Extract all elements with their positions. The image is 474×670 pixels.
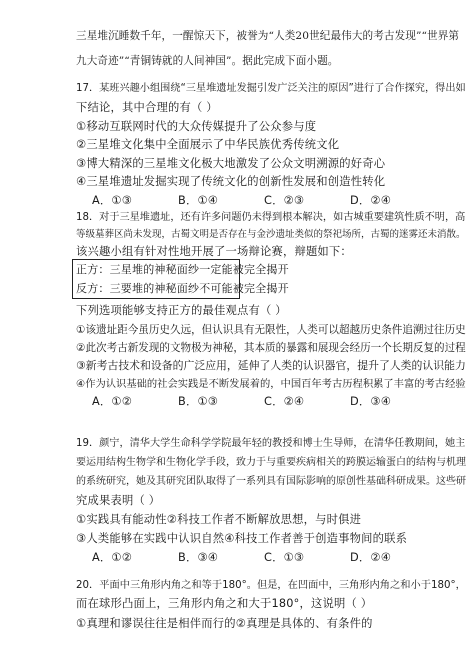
q19-stem-line-4: 究成果表明（ ） [76, 494, 161, 507]
q18-statement-1: ①该遗址距今虽历史久远，但认识具有无限性，人类可以超越历史条件追溯过往历史 [76, 324, 466, 336]
q18-option-d[interactable]: D．③④ [350, 395, 392, 408]
q19-stem-line-3: 的系统研究，她及其研究团队取得了一系列具有国际影响的原创性基础科研成果。这些研 [76, 476, 466, 487]
q17-option-c[interactable]: C．②③ [264, 194, 305, 207]
q19-option-b[interactable]: B．③④ [178, 551, 219, 564]
debate-topic-box [72, 259, 289, 299]
q18-statement-4: ④作为认识基础的社会实践是不断发展着的，中国百年考古历程积累了丰富的考古经验 [76, 378, 466, 390]
q18-stem-line-2: 等级墓葬区尚未发现，古蜀文明是否存在与金沙遗址类似的祭祀场所，古蜀的迷雾还未消散。 [76, 229, 466, 240]
q17-statement-2: ②三星堆文化集中全面展示了中华民族优秀传统文化 [76, 138, 340, 151]
q18-option-a[interactable]: A．①② [92, 395, 133, 408]
q19-stem-line-1: 19．颜宁，清华大学生命科学学院最年轻的教授和博士生导师，在清华任教期间，她主 [76, 438, 466, 449]
q18-stem-line-3: 该兴趣小组有针对性地开展了一场辩论赛，辩题如下： [76, 245, 352, 258]
q19-option-d[interactable]: D．②④ [350, 551, 392, 564]
q18-statement-2: ②此次考古新发现的文物极为神秘，其本质的暴露和展现会经历一个长期反复的过程 [76, 342, 466, 354]
debate-con-side: 反方：三要堆的神秘面纱不可能被完全揭开 [76, 282, 289, 295]
intro-line-1: 三星堆沉睡数千年，一醒惊天下，被誉为“人类20世纪最伟大的考古发现”“世界第 [76, 30, 460, 42]
q18-statement-3: ③新考古技术和设备的广泛应用，延伸了人类的认识器官，提升了人类的认识能力 [76, 359, 466, 372]
intro-line-2: 九大奇迹”“青铜铸就的人间神国”。据此完成下面小题。 [76, 55, 339, 67]
q17-stem-line-1: 17．某班兴趣小组围绕“三星堆遗址发掘引发广泛关注的原因”进行了合作探究，得出如 [76, 83, 466, 94]
q19-option-a[interactable]: A．①② [92, 551, 133, 564]
q19-stem-line-2: 要运用结构生物学和生物化学手段，致力于与重要疾病相关的跨膜运输蛋白的结构与机理 [76, 457, 466, 468]
q17-statement-1: ①移动互联网时代的大众传媒提升了公众参与度 [76, 120, 317, 133]
q17-statement-3: ③博大精深的三星堆文化极大地激发了公众文明溯源的好奇心 [76, 157, 386, 170]
q19-statements-line-2: ③人类能够在实践中认识自然④科技工作者善于创造事物间的联系 [76, 532, 408, 545]
debate-pro-side: 正方：三星堆的神秘面纱一定能被完全揭开 [76, 263, 289, 276]
q18-option-c[interactable]: C．②④ [264, 395, 305, 408]
q18-stem-line-1: 18．对于三星堆遗址，还有许多问题仍未得到根本解决，如古城重要建筑性质不明，高 [76, 212, 466, 223]
q17-option-d[interactable]: D．②④ [350, 194, 392, 207]
q20-statements-line-1: ①真理和谬误往往是相伴而行的②真理是具体的、有条件的 [76, 617, 373, 630]
q19-statements-line-1: ①实践具有能动性②科技工作者不断解放思想，与时俱进 [76, 513, 362, 526]
q20-stem-line-1: 20．平面中三角形内角之和等于180°。但是，在凹面中，三角形内角之和小于180°， [76, 579, 466, 591]
q17-statement-4: ④三星堆遗址发掘实现了传统文化的创新性发展和创造性转化 [76, 175, 386, 188]
q18-prompt: 下列选项能够支持正方的最佳观点有（ ） [76, 304, 287, 317]
q17-option-b[interactable]: B．①④ [178, 194, 219, 207]
q20-stem-line-2: 而在球形凸面上，三角形内角之和大于180°，这说明（ ） [76, 597, 373, 610]
q17-stem-line-2: 下结论，其中合理的有（ ） [76, 101, 218, 114]
q17-option-a[interactable]: A．①③ [92, 194, 133, 207]
q19-option-c[interactable]: C．①③ [264, 551, 305, 564]
q18-option-b[interactable]: B．①③ [178, 395, 219, 408]
